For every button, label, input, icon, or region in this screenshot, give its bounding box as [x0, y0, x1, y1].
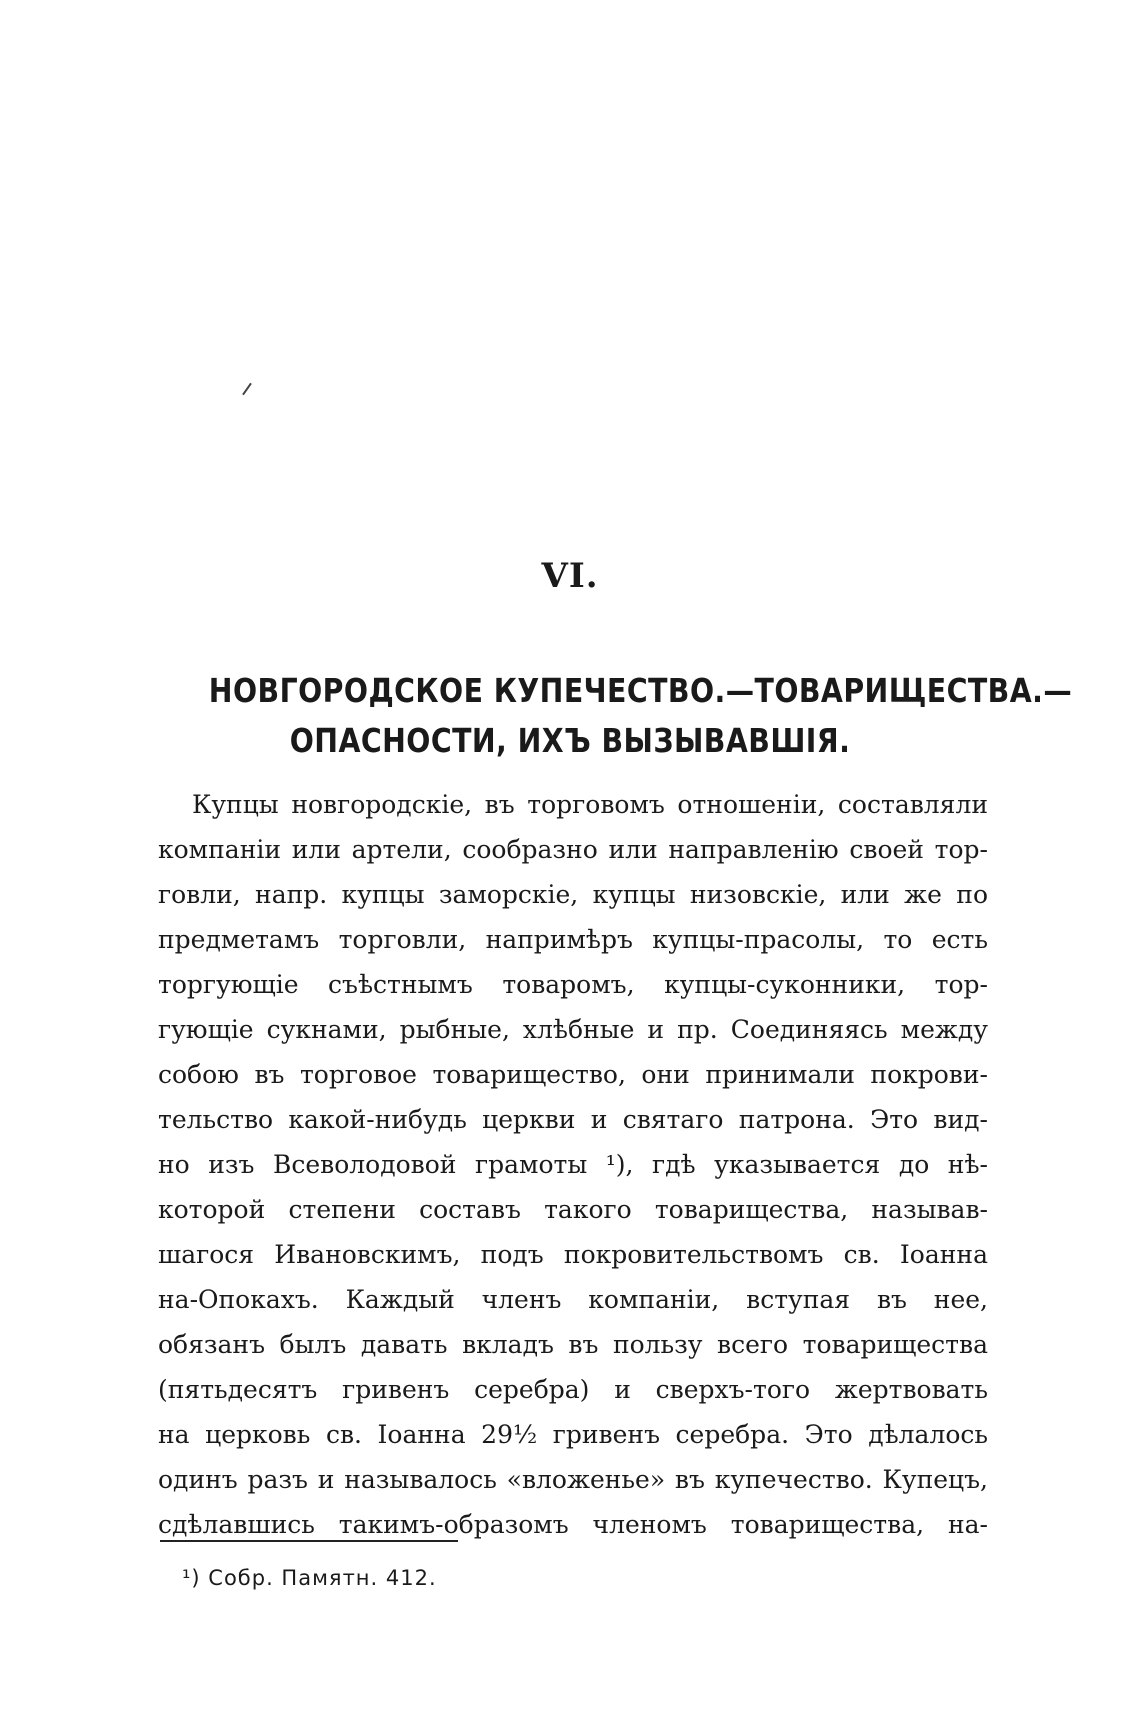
body-line: (пятьдесятъ гривенъ серебра) и сверхъ-того жертвовать: [158, 1375, 988, 1404]
body-line: шагося Ивановскимъ, подъ покровительствомъ св. Іоанна: [158, 1240, 988, 1269]
footnote: ¹) Собр. Памятн. 412.: [182, 1566, 437, 1590]
body-line: торгующіе съѣстнымъ товаромъ, купцы-суконники, тор-: [158, 970, 988, 999]
body-line: предметамъ торговли, напримѣръ купцы-прасолы, то есть: [158, 925, 988, 954]
body-line: компаніи или артели, сообразно или направленію своей тор-: [158, 835, 988, 864]
chapter-title: [208, 666, 1073, 766]
body-line: которой степени составъ такого товарищества, называв-: [158, 1195, 988, 1224]
body-line: но изъ Всеволодовой грамоты ¹), гдѣ указывается до нѣ-: [158, 1150, 988, 1179]
chapter-title-line-2: ОПАСНОСТИ, ИХЪ ВЫЗЫВАВШІЯ.: [289, 721, 851, 760]
body-line: сдѣлавшись такимъ-образомъ членомъ товарищества, на-: [158, 1510, 988, 1539]
body-line: на церковь св. Іоанна 29½ гривенъ серебра. Это дѣлалось: [158, 1420, 988, 1449]
body-line: обязанъ былъ давать вкладъ въ пользу всего товарищества: [158, 1330, 988, 1359]
body-paragraph: [158, 782, 988, 1547]
body-line: собою въ торговое товарищество, они принимали покрови-: [158, 1060, 988, 1089]
body-line: говли, напр. купцы заморскіе, купцы низовскіе, или же по: [158, 880, 988, 909]
body-line: гующіе сукнами, рыбные, хлѣбные и пр. Соединяясь между: [158, 1015, 988, 1044]
body-line: одинъ разъ и называлось «вложенье» въ купечество. Купецъ,: [158, 1465, 988, 1494]
body-line: на-Опокахъ. Каждый членъ компаніи, вступая въ нее,: [158, 1285, 988, 1314]
body-line: Купцы новгородскіе, въ торговомъ отношеніи, составляли: [192, 790, 988, 819]
footnote-divider: [160, 1540, 458, 1542]
body-line: тельство какой-нибудь церкви и святаго патрона. Это вид-: [158, 1105, 988, 1134]
chapter-title-line-1: НОВГОРОДСКОЕ КУПЕЧЕСТВО.—ТОВАРИЩЕСТВА.—: [208, 671, 1073, 710]
stray-ink-mark: [242, 383, 252, 396]
chapter-number: VI.: [541, 556, 599, 596]
